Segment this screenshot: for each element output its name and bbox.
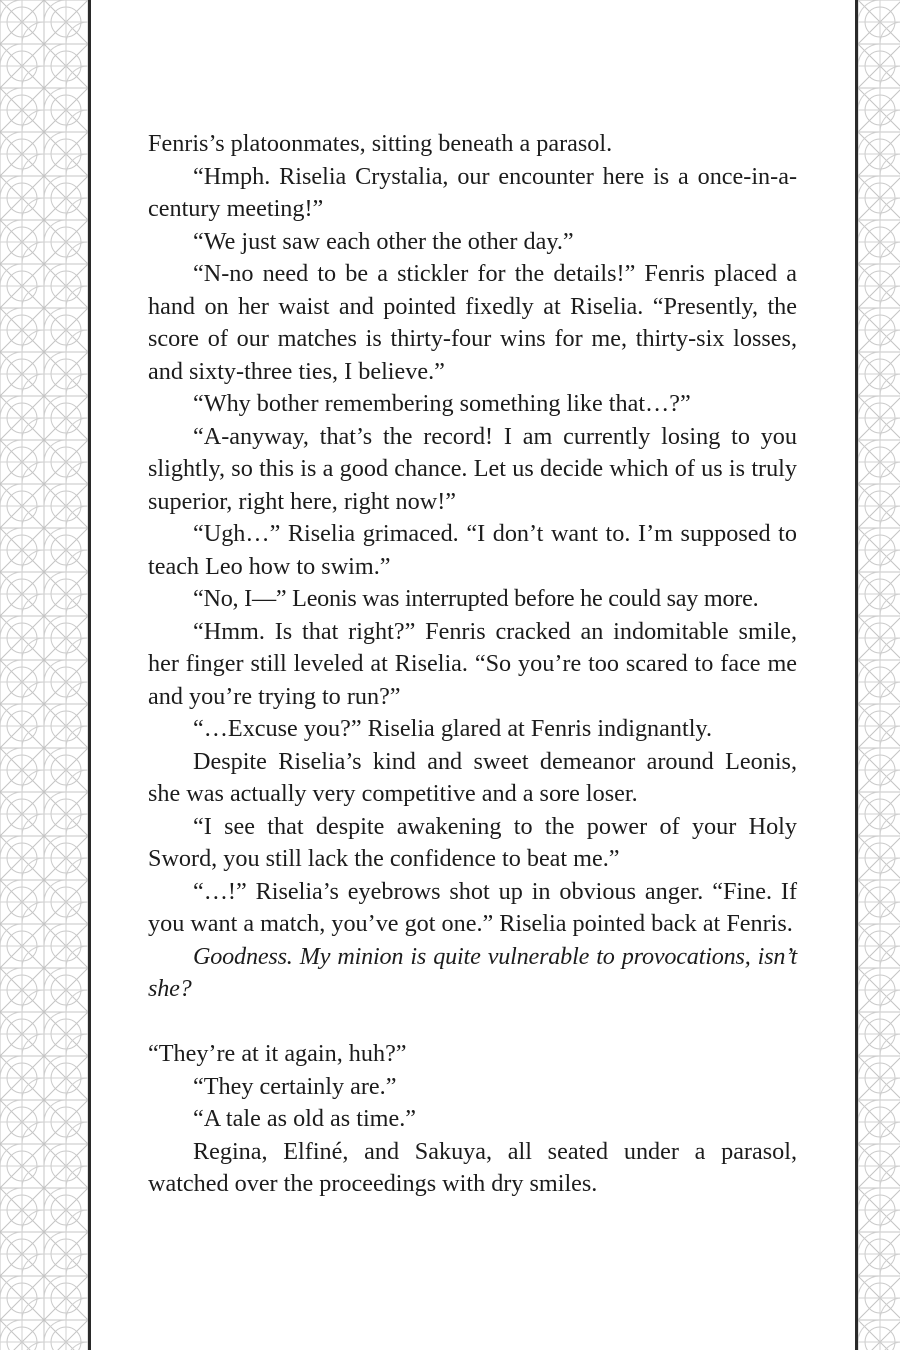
paragraph: Fenris’s platoonmates, sitting beneath a parasol. bbox=[148, 130, 613, 157]
paragraph: “Hmm. Is that right?” Fenris cracked an indomitable smile, her finger still leveled at Riselia. “So you’re too scared to face me and you’re trying to run?” bbox=[148, 617, 797, 710]
paragraph: “…!” Riselia’s eyebrows shot up in obvious anger. “Fine. If you want a match, you’ve got one.” Riselia pointed back at Fenris. bbox=[148, 877, 797, 937]
geometric-pattern-icon bbox=[858, 0, 900, 1350]
paragraph: “Ugh…” Riselia grimaced. “I don’t want to. I’m supposed to teach Leo how to swim.” bbox=[148, 520, 797, 580]
geometric-pattern-icon bbox=[0, 0, 88, 1350]
paragraph: Regina, Elfiné, and Sakuya, all seated under a parasol, watched over the proceedings with dry smiles. bbox=[148, 1137, 797, 1197]
right-decorative-border bbox=[858, 0, 900, 1350]
italic-thought: Goodness. My minion is quite vulnerable to provocations, isn’t she? bbox=[148, 942, 797, 1002]
paragraph: “Hmph. Riselia Crystalia, our encounter here is a once-in-a-century meeting!” bbox=[148, 162, 797, 222]
paragraph: “N-no need to be a stickler for the details!” Fenris placed a hand on her waist and pointed fixedly at Riselia. “Presently, the score of our matches is thirty-four wins for me, thirty-six losses, and sixty-three ties, I believe.” bbox=[148, 260, 797, 385]
paragraph: “A-anyway, that’s the record! I am currently losing to you slightly, so this is a good chance. Let us decide which of us is truly superior, right here, right now!” bbox=[148, 422, 797, 515]
scene-break bbox=[148, 1006, 797, 1039]
paragraph: “They certainly are.” bbox=[193, 1072, 397, 1100]
paragraph: “A tale as old as time.” bbox=[193, 1105, 416, 1132]
paragraph: “They’re at it again, huh?” bbox=[148, 1040, 407, 1067]
left-decorative-border bbox=[0, 0, 88, 1350]
right-frame-line bbox=[855, 0, 858, 1350]
paragraph: Despite Riselia’s kind and sweet demeanor around Leonis, she was actually very competitive and a sore loser. bbox=[148, 747, 797, 807]
paragraph: “We just saw each other the other day.” bbox=[193, 227, 574, 255]
paragraph: “…Excuse you?” Riselia glared at Fenris indignantly. bbox=[193, 715, 712, 742]
left-frame-line bbox=[88, 0, 91, 1350]
paragraph: “Why bother remembering something like that…?” bbox=[193, 390, 691, 417]
paragraph: “No, I—” Leonis was interrupted before he could say more. bbox=[193, 585, 759, 612]
body-text bbox=[148, 128, 797, 1201]
paragraph: “I see that despite awakening to the power of your Holy Sword, you still lack the confidence to beat me.” bbox=[148, 812, 797, 872]
